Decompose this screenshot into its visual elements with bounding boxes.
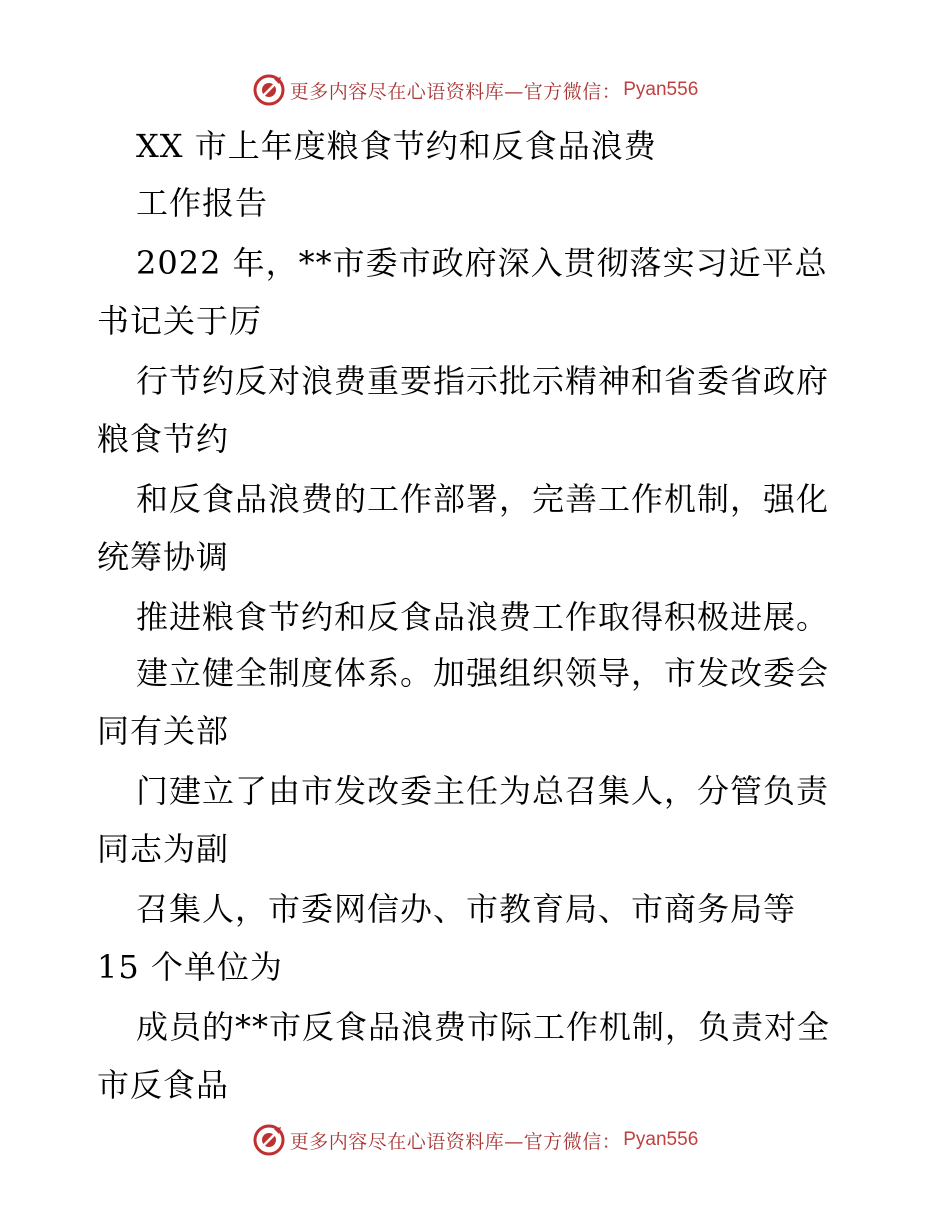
paragraph-line: 2022 年，**市委市政府深入贯彻落实习近平总 [136,244,828,282]
logo-icon [252,1123,286,1157]
paragraph-line: 推进粮食节约和反食品浪费工作取得积极进展。 [136,598,830,636]
paragraph-line: 成员的**市反食品浪费市际工作机制，负责对全 [136,1008,831,1046]
paragraph-line: 建立健全制度体系。加强组织领导，市发改委会 [136,654,830,692]
paragraph-line: 粮食节约 [97,420,230,458]
paragraph-line: 和反食品浪费的工作部署，完善工作机制，强化 [136,480,830,518]
watermark-text: 更多内容尽在心语资料库—官方微信： [289,80,622,103]
watermark-footer [0,1120,950,1160]
paragraph-line: 同志为副 [97,830,230,868]
paragraph-line: 市反食品 [97,1066,230,1104]
paragraph-line: 统筹协调 [97,538,230,576]
watermark-id: Pyan556 [623,79,699,100]
watermark-id: Pyan556 [623,1129,699,1150]
paragraph-line: 同有关部 [97,712,230,750]
title-line-1: XX 市上年度粮食节约和反食品浪费 [136,127,657,165]
watermark-text: 更多内容尽在心语资料库—官方微信： [289,1130,622,1153]
paragraph-line: 召集人，市委网信办、市教育局、市商务局等 [136,890,797,928]
paragraph-line: 门建立了由市发改委主任为总召集人，分管负责 [136,772,830,810]
paragraph-line: 书记关于厉 [97,302,263,340]
title-line-2: 工作报告 [136,184,269,222]
paragraph-line: 15 个单位为 [97,948,283,986]
paragraph-line: 行节约反对浪费重要指示批示精神和省委省政府 [136,362,830,400]
